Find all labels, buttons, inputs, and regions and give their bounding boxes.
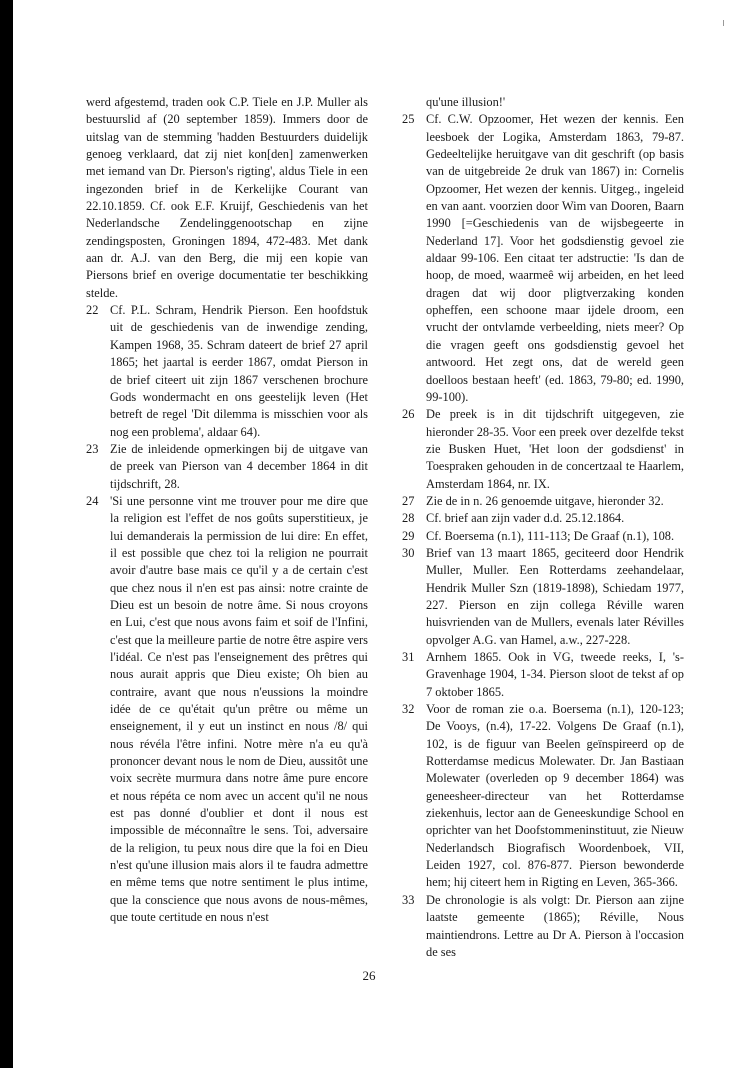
footnote-text: 'Si une personne vint me trouver pour me dire que la religion est l'effet de nos goûts superstitieux, je lui demanderais la permission de lui dire: En effet, il est possible que chez toi la religion ne pourrait avoir d'autre base mais ce qu'il y a de certain c'est que chez nous il n'en est pas ainsi: notre crainte de Dieu est un besoin de notre âme. Si nous croyons en Lui, c'est que nous avons faim et soif de l'Infini, c'est que la meilleure partie de notre être aspire vers l'idéal. Ce n'est pas l'enseignement des prêtres qui nous aurait appris que Dieu existe; Oh bien au contraire, avant que nous n'eussions la moindre idée de ce qu'était qu'un prêtre ou même un enseignement, il y eut un instinct en nous /8/ qui nous révéla l'être infini. Notre mère n'a eu qu'à prononcer devant nous le nom de Dieu, aussitôt une voix secrète murmura dans notre âme pure encore et nous répéta ce nom avec un accent qu'il ne nous est pas donné d'oublier et dont il nous est impossible de méconnaître le sens. Toi, adversaire de la religion, tu peux nous dire que la foi en Dieu n'est qu'une illusion mais alors il te faudra admettre en même tems que notre sentiment le plus intime, que la conscience que nous avons de nous-mêmes, que toute certitude en nous n'est: [110, 493, 368, 925]
footnote-text: Arnhem 1865. Ook in VG, tweede reeks, I, 's-Gravenhage 1904, 1-34. Pierson sloot de tekst af op 7 oktober 1865.: [426, 650, 684, 699]
footnote-number: 23: [86, 441, 99, 456]
footnote-text: De preek is in dit tijdschrift uitgegeven, zie hieronder 28-35. Voor een preek over dezelfde tekst zie Busken Huet, 'Het loon der godsdienst' in Toespraken gehouden in de concertzaal te Haarlem, Amsterdam 1864, nr. IX.: [426, 407, 684, 491]
footnote-24: [86, 493, 368, 927]
footnote-27: [402, 493, 684, 510]
footnote-text: Cf. brief aan zijn vader d.d. 25.12.1864.: [426, 511, 625, 526]
scan-mark: [723, 20, 724, 26]
footnote-number: 27: [402, 493, 415, 508]
footnote-text: De chronologie is als volgt: Dr. Pierson aan zijne laatste gemeente (1865); Réville, Nous maintiendrons. Lettre au Dr A. Pierson à l'occasion de ses: [426, 892, 684, 959]
footnote-21-continuation: werd afgestemd, traden ook C.P. Tiele en J.P. Muller als bestuurslid af (20 september 1859). Immers door de uitslag van de stemming 'hadden Bestuurders duidelijk genoeg verklaard, dat zij niet kon[den] zamenwerken met iemand van Dr. Pierson's rigting', aldus Tiele in een ingezonden brief in de Kerkelijke Courant van 22.10.1859. Cf. ook E.F. Kruijf, Geschiedenis van het Nederlandsche Zendelinggenootschap en zijne zendingsposten, Groningen 1894, 472-483. Met dank aan dr. A.J. van den Berg, die mij een kopie van Piersons brief en overige documentatie ter beschikking stelde.: [86, 95, 368, 300]
footnote-24-continuation: qu'une illusion!': [426, 95, 506, 109]
footnote-number: 22: [86, 303, 99, 318]
footnote-31: [402, 649, 684, 701]
scan-edge: [0, 0, 13, 1068]
footnote-text: Cf. Boersema (n.1), 111-113; De Graaf (n.1), 108.: [426, 528, 675, 543]
footnote-number: 30: [402, 545, 415, 560]
footnote-text: Zie de inleidende opmerkingen bij de uitgave van de preek van Pierson van 4 december 1864 in dit tijdschrift, 28.: [110, 441, 368, 491]
footnote-28: [402, 510, 684, 527]
footnote-text: Zie de in n. 26 genoemde uitgave, hieronder 32.: [426, 493, 664, 508]
footnote-25: [402, 111, 684, 406]
footnote-text: Voor de roman zie o.a. Boersema (n.1), 120-123; De Vooys, (n.4), 17-22. Volgens De Graaf (n.1), 102, is de figuur van Beelen geïnspireerd op de Rotterdamse medicus Molewater. Dr. Jan Bastiaan Molewater (overleden op 9 december 1864) was geneesheer-directeur van het Rotterdamse ziekenhuis, lector aan de Geneeskundige School en oprichter van het Doofstommeninstituut, zie Nieuw Nederlandsch Biografisch Woordenboek, VII, Leiden 1927, col. 876-877. Pierson bewonderde hem; hij citeert hem in Rigting en Leven, 365-366.: [426, 702, 684, 890]
footnote-text: Cf. P.L. Schram, Hendrik Pierson. Een hoofdstuk uit de geschiedenis van de inwendige zending, Kampen 1968, 35. Schram dateert de brief 27 april 1865; het jaartal is eerder 1867, omdat Pierson in de brief citeert uit zijn 1867 verschenen brochure Gods wondermacht en ons geestelijk leven (Het betreft de regel 'Dit dilemma is misschien voor als nog een problema', aldaar 64).: [110, 303, 368, 439]
footnote-number: 25: [402, 112, 415, 127]
footnote-26: [402, 406, 684, 493]
footnote-33: [402, 892, 684, 961]
footnote-number: 33: [402, 892, 415, 907]
left-column: [86, 94, 368, 927]
right-column: [402, 94, 684, 961]
footnote-number: 28: [402, 511, 415, 526]
footnote-23: [86, 441, 368, 493]
footnote-text: Brief van 13 maart 1865, geciteerd door Hendrik Muller, Muller. Een Rotterdams zeehandelaar, Hendrik Muller Szn (1819-1898), Schiedam 1977, 227. Pierson en zijn collega Réville waren huisvrienden van de Mullers, evenals later Révilles opvolger A.G. van Hamel, a.w., 227-228.: [426, 545, 684, 647]
footnote-number: 31: [402, 650, 415, 664]
footnote-number: 32: [402, 702, 415, 717]
footnote-number: 26: [402, 407, 415, 422]
footnote-22: [86, 302, 368, 441]
footnote-number: 29: [402, 528, 415, 543]
footnote-text: Cf. C.W. Opzoomer, Het wezen der kennis. Een leesboek der Logika, Amsterdam 1863, 79-87. Gedeeltelijke heruitgave van dit geschrift (op basis van de uitgebreide 2e druk van 1867) in: Cornelis Opzoomer, Het wezen der kennis. Uitgeg., ingeleid en van aant. voorzien door Wim van Dooren, Baarn 1990 [=Geschiedenis van de wijsbegeerte in Nederland 17]. Voor het godsdienstig gevoel zie aldaar 99-106. Een citaat ter adstructie: 'Is dan de hoop, de moed, waarmeê wij arbeiden, en het leed dragen dat wij door pligtverzaking konden opheffen, een schoone maar ijdele droom, een vrucht der ontvlamde verbeelding, niets meer? Op die vragen geeft ons godsdienstig gevoel het antwoord. Het zegt ons, dat de wereld geen doelloos bestaan heeft' (ed. 1863, 79-80; ed. 1990, 99-100).: [426, 112, 684, 404]
footnote-number: 24: [86, 493, 99, 508]
footnote-29: [402, 528, 684, 545]
page-number: 26: [362, 968, 376, 983]
footnote-32: [402, 701, 684, 892]
footnote-30: [402, 545, 684, 649]
